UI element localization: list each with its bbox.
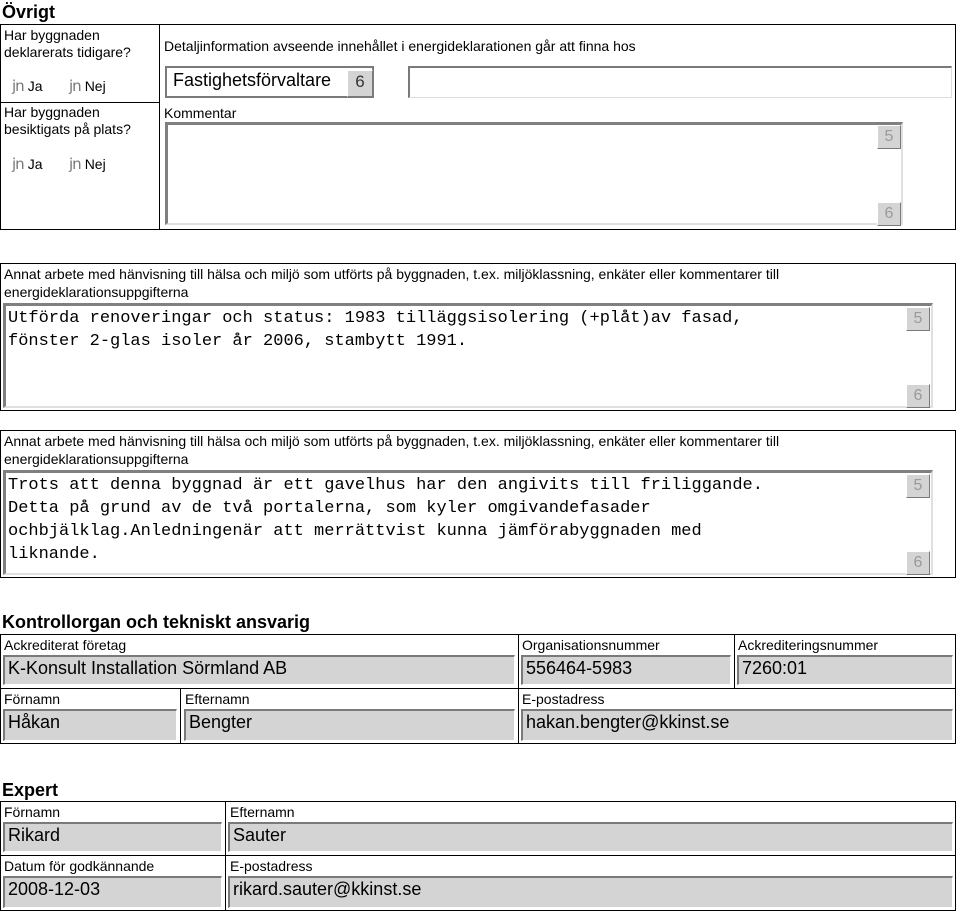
annat-textarea-2[interactable]	[3, 470, 933, 575]
radio-declared-ja[interactable]: jn Ja	[12, 77, 43, 95]
efternamn-label: Efternamn	[185, 691, 250, 707]
scroll-down-icon[interactable]: 6	[877, 202, 901, 226]
scroll-up-icon[interactable]: 5	[906, 474, 930, 498]
annat-text-1: Utförda renoveringar och status: 1983 tilläggsisolering (+plåt)av fasad, fönster 2-glas isoler år 2006, stambytt 1991.	[8, 309, 743, 351]
detail-text-input[interactable]	[408, 66, 952, 98]
expert-efternamn-label: Efternamn	[230, 804, 295, 820]
fornamn-field[interactable]: Håkan	[3, 709, 177, 741]
radio-inspected-ja[interactable]: jn Ja	[12, 155, 43, 173]
section-heading-ovrigt: Övrigt	[2, 2, 56, 22]
expert-efternamn-field[interactable]: Sauter	[228, 822, 953, 852]
datum-label: Datum för godkännande	[4, 858, 155, 874]
radio-inspected-nej[interactable]: jn Nej	[69, 155, 106, 173]
company-label: Ackrediterat företag	[4, 637, 127, 653]
annat-label-1: Annat arbete med hänvisning till hälsa och miljö som utförts på byggnaden, t.ex. miljöklassning, enkäter eller kommentarer till energideklarationsuppgifterna	[4, 266, 780, 300]
radio-icon: jn	[69, 77, 81, 95]
org-number-label: Organisationsnummer	[522, 637, 660, 653]
ackr-number-field[interactable]: 7260:01	[737, 655, 953, 685]
detail-select[interactable]	[165, 66, 374, 98]
detail-info-label: Detaljinformation avseende innehållet i energideklarationen går att finna hos	[164, 38, 636, 54]
radio-declared-nej[interactable]: jn Nej	[69, 77, 106, 95]
radio-icon: jn	[69, 155, 81, 173]
radio-icon: jn	[12, 77, 24, 95]
question-inspected: Har byggnaden besiktigats på plats?	[4, 104, 131, 137]
expert-fornamn-field[interactable]: Rikard	[3, 822, 222, 852]
annat-label-2: Annat arbete med hänvisning till hälsa och miljö som utförts på byggnaden, t.ex. miljöklassning, enkäter eller kommentarer till energideklarationsuppgifterna	[4, 433, 780, 467]
annat-textarea-1[interactable]	[3, 303, 933, 408]
expert-email-field[interactable]: rikard.sauter@kkinst.se	[228, 876, 953, 908]
section-heading-kontroll: Kontrollorgan och tekniskt ansvarig	[2, 612, 311, 632]
efternamn-field[interactable]: Bengter	[184, 709, 515, 741]
company-field[interactable]: K-Konsult Installation Sörmland AB	[3, 655, 515, 685]
email-label: E-postadress	[522, 691, 605, 707]
comment-label: Kommentar	[164, 105, 237, 121]
radio-icon: jn	[12, 155, 24, 173]
expert-email-label: E-postadress	[230, 858, 313, 874]
scroll-down-icon[interactable]: 6	[906, 551, 930, 575]
detail-select-value: Fastighetsförvaltare	[173, 70, 332, 90]
fornamn-label: Förnamn	[4, 691, 61, 707]
org-number-field[interactable]: 556464-5983	[521, 655, 731, 685]
scroll-down-icon[interactable]: 6	[906, 384, 930, 408]
chevron-down-icon[interactable]: 6	[347, 70, 373, 97]
question-declared-before: Har byggnaden deklarerats tidigare?	[4, 27, 131, 60]
comment-textarea[interactable]	[165, 122, 903, 225]
scroll-up-icon[interactable]: 5	[906, 307, 930, 331]
datum-field[interactable]: 2008-12-03	[3, 876, 222, 908]
ackr-number-label: Ackrediteringsnummer	[738, 637, 879, 653]
scroll-up-icon[interactable]: 5	[877, 125, 901, 149]
section-heading-expert: Expert	[2, 780, 59, 800]
expert-fornamn-label: Förnamn	[4, 804, 61, 820]
email-field[interactable]: hakan.bengter@kkinst.se	[521, 709, 953, 741]
annat-text-2: Trots att denna byggnad är ett gavelhus har den angivits till friliggande. Detta på grund av de två portalerna, som kyler omgivandefasader ochbjälklag.Anledningenär att merrättvist kunna jämförabyggnaden med liknande.	[8, 476, 763, 564]
